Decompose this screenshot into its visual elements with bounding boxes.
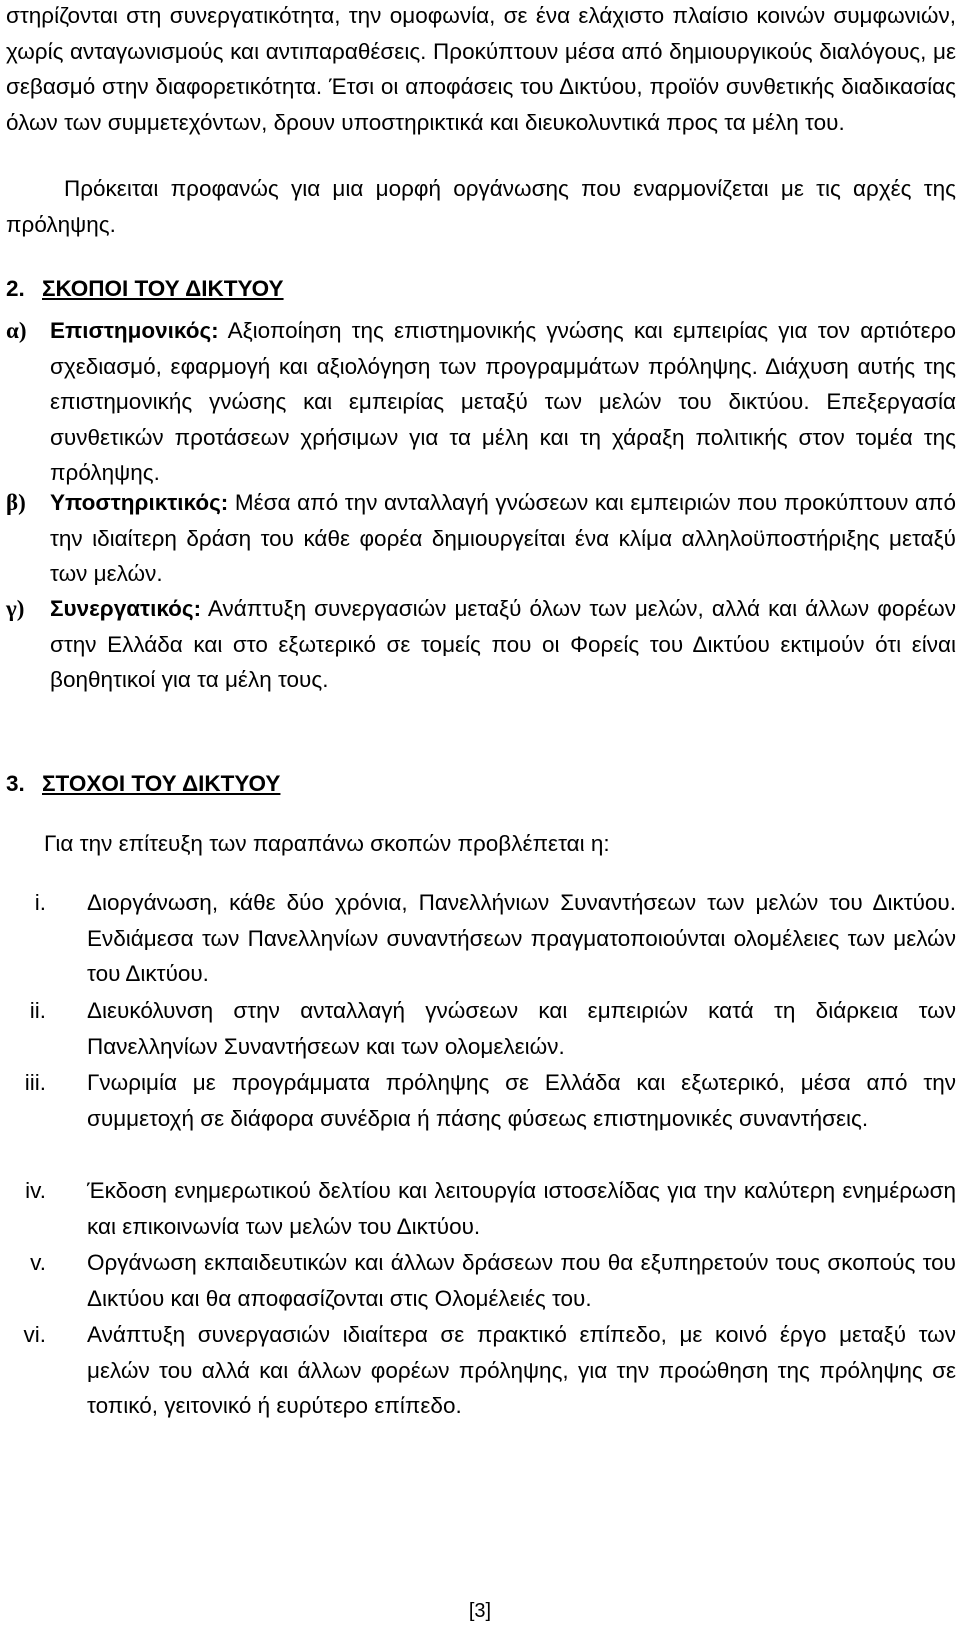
goal-text: Μέσα από την ανταλλαγή γνώσεων και εμπειριών που προκύπτουν από την ιδιαίτερη δράση του κάθε φορέα δημιουργείται ένα κλίμα αλληλοϋποστήριξης μεταξύ των μελών.	[50, 490, 956, 586]
intro-paragraph-1: στηρίζονται στη συνεργατικότητα, την ομοφωνία, σε ένα ελάχιστο πλαίσιο κοινών συμφωνιών, χωρίς ανταγωνισμούς και αντιπαραθέσεις. Προκύπτουν μέσα από δημιουργικούς διαλόγους, με σεβασμό στην διαφορετικότητα. Έτσι οι αποφάσεις του Δικτύου, προϊόν συνθετικής διαδικασίας όλων των συμμετεχόντων, δρουν υποστηρικτικά και διευκολυντικά προς τα μέλη του.	[6, 3, 956, 135]
section-3-title: ΣΤΟΧΟΙ ΤΟΥ ΔΙΚΤΥΟΥ	[42, 771, 281, 796]
objective-item	[6, 1065, 956, 1136]
goal-marker: β)	[6, 490, 26, 515]
section-2-title: ΣΚΟΠΟΙ ΤΟΥ ΔΙΚΤΥΟΥ	[42, 276, 284, 301]
section-2-number: 2.	[6, 276, 25, 301]
objective-text: Γνωριμία με προγράμματα πρόληψης σε Ελλάδα και εξωτερικό, μέσα από την συμμετοχή σε διάφορα συνέδρια ή πάσης φύσεως επιστημονικές συναντήσεις.	[87, 1070, 956, 1131]
objective-text: Διοργάνωση, κάθε δύο χρόνια, Πανελλήνιων Συναντήσεων των μελών του Δικτύου. Ενδιάμεσα των Πανελληνίων συναντήσεων πραγματοποιούνται ολομέλειες των μελών του Δικτύου.	[87, 890, 956, 986]
intro-paragraph-2: Πρόκειται προφανώς για μια μορφή οργάνωσης που εναρμονίζεται με τις αρχές της πρόληψης.	[6, 176, 956, 237]
section-3-heading	[6, 771, 280, 797]
objective-item	[6, 885, 956, 992]
goal-item-alpha	[6, 313, 956, 491]
objective-text: Έκδοση ενημερωτικού δελτίου και λειτουργία ιστοσελίδας για την καλύτερη ενημέρωση και επικοινωνία των μελών του Δικτύου.	[87, 1178, 956, 1239]
goal-marker: α)	[6, 318, 27, 343]
goal-text: Αξιοποίηση της επιστημονικής γνώσης και εμπειρίας για τον αρτιότερο σχεδιασμό, εφαρμογή και αξιολόγηση των προγραμμάτων πρόληψης. Διάχυση αυτής της επιστημονικής γνώσης και εμπειρίας μεταξύ των μελών του δικτύου. Επεξεργασία συνθετικών προτάσεων χρήσιμων για τα μέλη και τη χάραξη πολιτικής στον τομέα της πρόληψης.	[50, 318, 956, 485]
goal-text: Ανάπτυξη συνεργασιών μεταξύ όλων των μελών, αλλά και άλλων φορέων στην Ελλάδα και στο εξωτερικό σε τομείς που οι Φορείς του Δικτύου εκτιμούν ότι είναι βοηθητικοί για τα μέλη τους.	[50, 596, 956, 692]
objective-number: v.	[30, 1250, 46, 1275]
goal-keyword: Συνεργατικός:	[50, 596, 202, 621]
section-3-intro: Για την επίτευξη των παραπάνω σκοπών προβλέπεται η:	[44, 831, 610, 856]
objective-item	[6, 993, 956, 1064]
objective-number: i.	[34, 890, 46, 915]
objective-item	[6, 1173, 956, 1244]
objective-number: iv.	[25, 1178, 46, 1203]
objective-number: iii.	[24, 1070, 46, 1095]
objective-text: Ανάπτυξη συνεργασιών ιδιαίτερα σε πρακτικό επίπεδο, με κοινό έργο μεταξύ των μελών του αλλά και άλλων φορέων πρόληψης, για την προώθηση της πρόληψης σε τοπικό, γειτονικό ή ευρύτερο επίπεδο.	[87, 1322, 956, 1418]
goal-marker: γ)	[6, 596, 25, 621]
objective-number: vi.	[23, 1322, 46, 1347]
objective-text: Οργάνωση εκπαιδευτικών και άλλων δράσεων που θα εξυπηρετούν τους σκοπούς του Δικτύου και θα αποφασίζονται στις Ολομέλειές του.	[87, 1250, 956, 1311]
section-2-heading	[6, 276, 284, 302]
goal-item-gamma	[6, 591, 956, 698]
goal-keyword: Επιστημονικός:	[50, 318, 219, 343]
objective-item	[6, 1245, 956, 1316]
goal-keyword: Υποστηρικτικός:	[50, 490, 229, 515]
objective-text: Διευκόλυνση στην ανταλλαγή γνώσεων και εμπειριών κατά τη διάρκεια των Πανελληνίων Συναντήσεων και των ολομελειών.	[87, 998, 956, 1059]
page-number: [3]	[468, 1600, 492, 1622]
goal-item-beta	[6, 485, 956, 592]
objective-number: ii.	[29, 998, 46, 1023]
objective-item	[6, 1317, 956, 1424]
section-3-number: 3.	[6, 771, 25, 796]
